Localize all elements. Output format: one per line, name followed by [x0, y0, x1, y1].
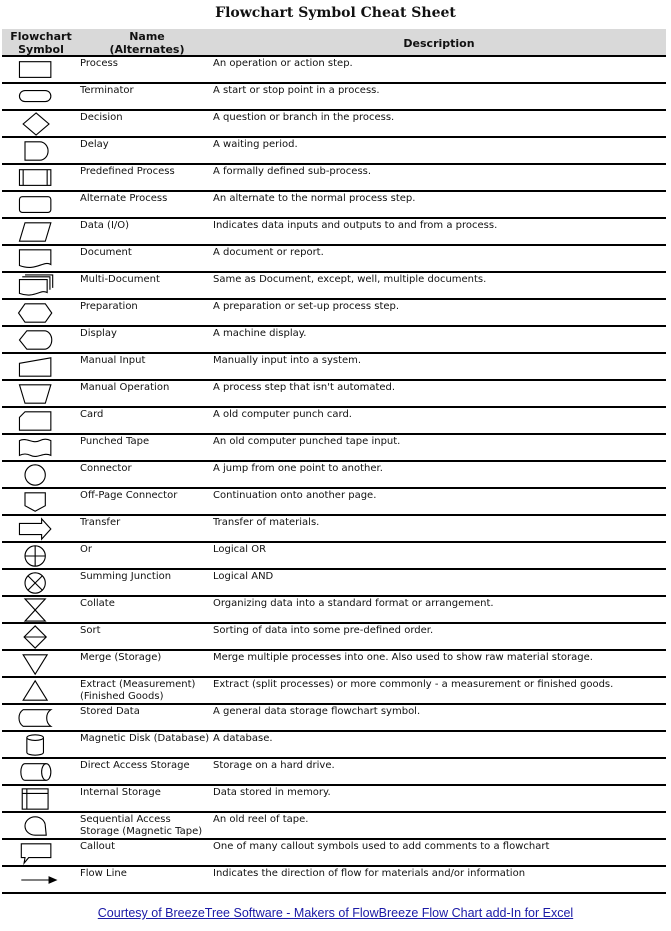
symbol-description: Logical OR	[213, 544, 267, 555]
sort-icon	[16, 625, 58, 649]
table-row	[2, 327, 666, 354]
table-row	[2, 543, 666, 570]
symbol-description: A old computer punch card.	[213, 409, 352, 420]
table-row	[2, 867, 666, 894]
symbol-table	[2, 57, 666, 894]
table-row	[2, 300, 666, 327]
terminator-icon	[16, 85, 58, 109]
connector-icon	[16, 463, 58, 487]
or-icon	[16, 544, 58, 568]
direct-access-storage-icon	[16, 760, 58, 784]
symbol-description: Extract (split processes) or more commonly - a measurement or finished goods.	[213, 679, 614, 690]
table-header	[2, 29, 666, 57]
symbol-name: Process	[80, 58, 118, 69]
header-name: Name (Alternates)	[109, 30, 185, 56]
symbol-name: Callout	[80, 841, 116, 852]
symbol-name: Manual Operation	[80, 382, 170, 393]
alternate-process-icon	[16, 193, 58, 217]
transfer-icon	[16, 517, 58, 541]
table-row	[2, 840, 666, 867]
symbol-description: An alternate to the normal process step.	[213, 193, 416, 204]
data-io-icon	[16, 220, 58, 244]
table-row	[2, 57, 666, 84]
table-row	[2, 732, 666, 759]
symbol-name: Terminator	[80, 85, 134, 96]
symbol-description: Transfer of materials.	[213, 517, 320, 528]
symbol-name: Transfer	[80, 517, 121, 528]
header-symbol: Flowchart Symbol	[10, 30, 72, 56]
symbol-name: Magnetic Disk (Database)	[80, 733, 210, 744]
document-icon	[16, 247, 58, 271]
symbol-description: A formally defined sub-process.	[213, 166, 372, 177]
symbol-name: Summing Junction	[80, 571, 172, 582]
table-row	[2, 759, 666, 786]
table-row	[2, 435, 666, 462]
display-icon	[16, 328, 58, 352]
symbol-name: Display	[80, 328, 117, 339]
symbol-name: Extract (Measurement) (Finished Goods)	[80, 679, 196, 702]
symbol-description: A database.	[213, 733, 273, 744]
symbol-name: Stored Data	[80, 706, 140, 717]
sequential-access-storage-icon	[16, 814, 58, 838]
symbol-description: Data stored in memory.	[213, 787, 331, 798]
symbol-name: Preparation	[80, 301, 138, 312]
symbol-description: A machine display.	[213, 328, 307, 339]
symbol-name: Sort	[80, 625, 101, 636]
symbol-description: Merge multiple processes into one. Also used to show raw material storage.	[213, 652, 593, 663]
magnetic-disk-icon	[16, 733, 58, 757]
symbol-description: Indicates the direction of flow for materials and/or information	[213, 868, 526, 879]
manual-input-icon	[16, 355, 58, 379]
symbol-name: Multi-Document	[80, 274, 160, 285]
flow-line-icon	[16, 868, 58, 892]
predefined-process-icon	[16, 166, 58, 190]
symbol-description: Continuation onto another page.	[213, 490, 377, 501]
symbol-description: Manually input into a system.	[213, 355, 362, 366]
multi-document-icon	[16, 274, 58, 298]
callout-icon	[16, 841, 58, 865]
page-title: Flowchart Symbol Cheat Sheet	[215, 5, 456, 21]
symbol-name: Connector	[80, 463, 132, 474]
table-row	[2, 165, 666, 192]
symbol-description: A document or report.	[213, 247, 324, 258]
table-row	[2, 786, 666, 813]
symbol-name: Card	[80, 409, 104, 420]
table-row	[2, 651, 666, 678]
symbol-name: Manual Input	[80, 355, 146, 366]
punched-tape-icon	[16, 436, 58, 460]
symbol-name: Delay	[80, 139, 109, 150]
symbol-name: Predefined Process	[80, 166, 175, 177]
table-row	[2, 219, 666, 246]
symbol-name: Decision	[80, 112, 123, 123]
table-row	[2, 273, 666, 300]
symbol-name: Punched Tape	[80, 436, 150, 447]
card-icon	[16, 409, 58, 433]
symbol-description: A waiting period.	[213, 139, 298, 150]
table-row	[2, 84, 666, 111]
symbol-name: Alternate Process	[80, 193, 168, 204]
symbol-name: Direct Access Storage	[80, 760, 190, 771]
header-description: Description	[403, 37, 475, 50]
table-row	[2, 705, 666, 732]
symbol-name: Off-Page Connector	[80, 490, 178, 501]
table-row	[2, 246, 666, 273]
table-row	[2, 138, 666, 165]
symbol-description: Logical AND	[213, 571, 274, 582]
decision-icon	[16, 112, 58, 136]
collate-icon	[16, 598, 58, 622]
off-page-connector-icon	[16, 490, 58, 514]
table-row	[2, 408, 666, 435]
internal-storage-icon	[16, 787, 58, 811]
symbol-description: A process step that isn't automated.	[213, 382, 396, 393]
process-icon	[16, 58, 58, 82]
table-row	[2, 489, 666, 516]
symbol-description: A start or stop point in a process.	[213, 85, 380, 96]
symbol-description: A question or branch in the process.	[213, 112, 395, 123]
symbol-description: Storage on a hard drive.	[213, 760, 335, 771]
table-row	[2, 813, 666, 840]
table-row	[2, 354, 666, 381]
table-row	[2, 570, 666, 597]
symbol-description: An operation or action step.	[213, 58, 353, 69]
symbol-description: A general data storage flowchart symbol.	[213, 706, 421, 717]
table-row	[2, 381, 666, 408]
manual-operation-icon	[16, 382, 58, 406]
symbol-description: Same as Document, except, well, multiple documents.	[213, 274, 487, 285]
symbol-name: Data (I/O)	[80, 220, 130, 231]
table-row	[2, 516, 666, 543]
delay-icon	[16, 139, 58, 163]
symbol-name: Sequential Access Storage (Magnetic Tape)	[80, 814, 203, 837]
symbol-name: Collate	[80, 598, 115, 609]
symbol-description: A jump from one point to another.	[213, 463, 383, 474]
table-row	[2, 192, 666, 219]
symbol-name: Document	[80, 247, 132, 258]
preparation-icon	[16, 301, 58, 325]
courtesy-link[interactable]: Courtesy of BreezeTree Software - Makers of FlowBreeze Flow Chart add-In for Excel	[97, 906, 574, 920]
table-row	[2, 111, 666, 138]
symbol-description: Sorting of data into some pre-defined order.	[213, 625, 434, 636]
symbol-description: Indicates data inputs and outputs to and from a process.	[213, 220, 498, 231]
summing-junction-icon	[16, 571, 58, 595]
symbol-description: One of many callout symbols used to add comments to a flowchart	[213, 841, 550, 852]
merge-icon	[16, 652, 58, 676]
stored-data-icon	[16, 706, 58, 730]
table-row	[2, 678, 666, 705]
extract-icon	[16, 679, 58, 703]
symbol-name: Flow Line	[80, 868, 127, 879]
table-row	[2, 624, 666, 651]
symbol-description: An old computer punched tape input.	[213, 436, 401, 447]
table-row	[2, 597, 666, 624]
symbol-description: An old reel of tape.	[213, 814, 309, 825]
table-row	[2, 462, 666, 489]
symbol-description: A preparation or set-up process step.	[213, 301, 400, 312]
symbol-name: Internal Storage	[80, 787, 161, 798]
symbol-name: Or	[80, 544, 92, 555]
symbol-name: Merge (Storage)	[80, 652, 162, 663]
symbol-description: Organizing data into a standard format or arrangement.	[213, 598, 494, 609]
